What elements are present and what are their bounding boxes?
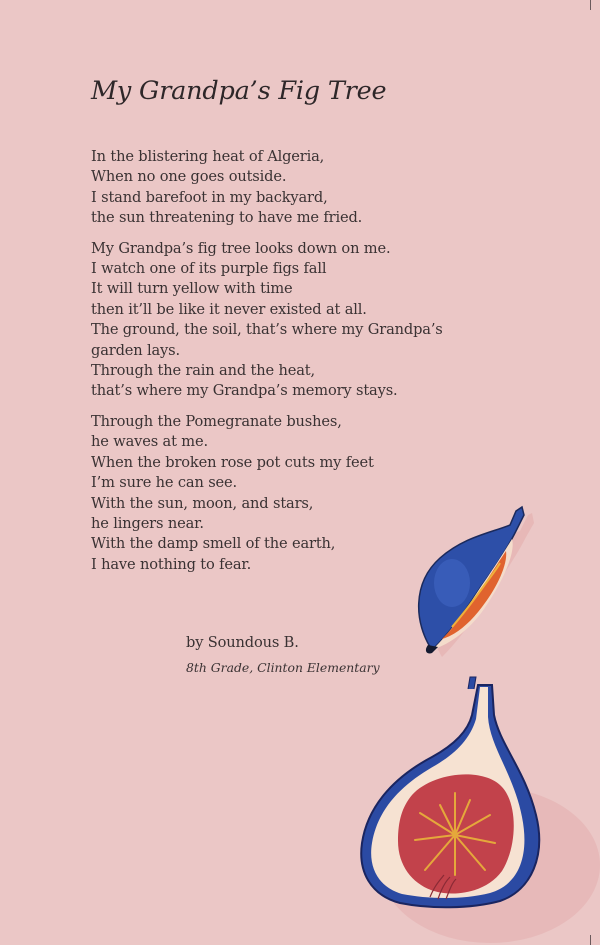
poem-line: In the blistering heat of Algeria, [91, 148, 325, 165]
poem-line: he waves at me. [91, 433, 208, 451]
poem-line: he lingers near. [91, 514, 204, 532]
poem-line: With the damp smell of the earth, [91, 535, 336, 553]
poem-line: My Grandpa’s fig tree looks down on me. [91, 239, 391, 257]
poem-line: It will turn yellow with time [91, 280, 293, 298]
author-byline: by Soundous B. [186, 634, 299, 651]
poem-line: garden lays. [91, 341, 180, 359]
poem-line: I watch one of its purple figs fall [91, 260, 327, 278]
poem-title: My Grandpa’s Fig Tree [91, 76, 387, 106]
poem-line: The ground, the soil, that’s where my Grandpa’s [91, 321, 443, 339]
author-school: 8th Grade, Clinton Elementary [186, 660, 380, 675]
halved-fig-illustration [350, 675, 600, 945]
poem-line: then it’ll be like it never existed at all. [91, 300, 367, 318]
poem-line: I’m sure he can see. [91, 474, 238, 492]
stanza-2 [91, 239, 511, 402]
poem-line: Through the rain and the heat, [91, 362, 315, 380]
poem-line: that’s where my Grandpa’s memory stays. [91, 382, 398, 400]
poem-line: I stand barefoot in my backyard, [91, 188, 328, 206]
poem-line: I have nothing to fear. [91, 555, 252, 573]
crop-mark-top [590, 0, 591, 10]
poem-line: When the broken rose pot cuts my feet [91, 453, 374, 471]
poem-line: the sun threatening to have me fried. [91, 209, 363, 227]
poem-line: When no one goes outside. [91, 168, 287, 186]
fallen-fig-illustration [412, 505, 547, 660]
poem-line: With the sun, moon, and stars, [91, 494, 314, 512]
stanza-1 [91, 147, 511, 229]
poem-line: Through the Pomegranate bushes, [91, 412, 342, 430]
